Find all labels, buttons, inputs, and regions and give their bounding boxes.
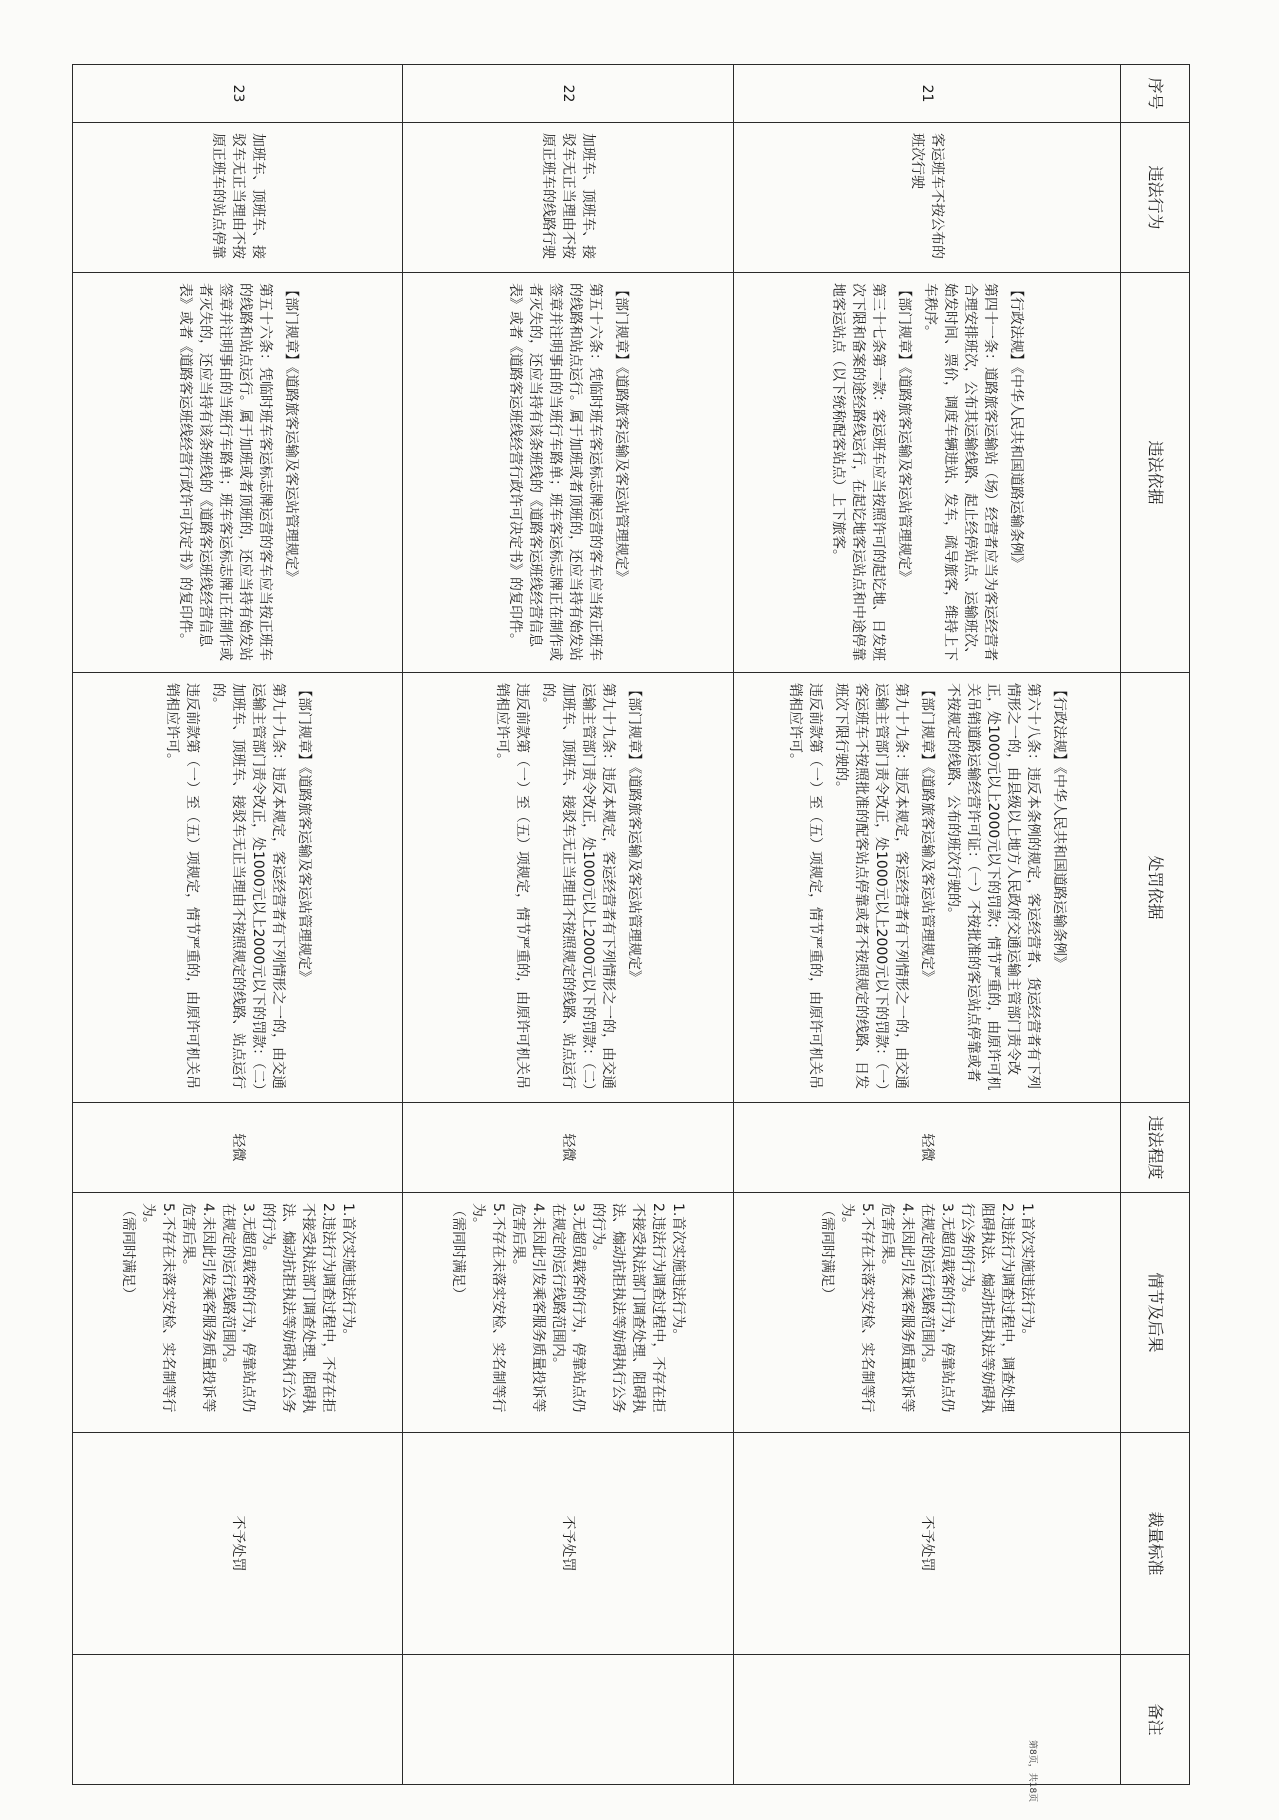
behavior-cell: 客运班车不按公布的班次行驶 [733, 123, 1120, 273]
circumstance-line: 5.不存在未落实安检、实名制等行为。 [838, 1203, 875, 1413]
behavior-cell: 加班车、顶班车、接驳车无正当理由不按原正班车的线路行驶 [403, 123, 733, 273]
circumstance-line: 3.无超员载客的行为，停靠站点仍在规定的运行线路范围内。 [918, 1203, 955, 1413]
seq-cell: 23 [73, 65, 403, 123]
degree-cell: 轻微 [403, 1103, 733, 1193]
circumstance-line: 2.违法行为调查过程中，调查处理阻碍执法、煽动抗拒执法等妨碍执行公务的行为。 [958, 1203, 1015, 1413]
basis-line: 第五十六条：凭临时班车客运标志牌运营的客车应当按正班车的线路和站点运行。属于加班或者顶班的，还应当持有始发站签章并注明事由的当班行车路单；班车客运标志牌正在制作或者灭失的，还应当持有该条班线的《道路客运班线经营信息表》或者《道路客运班线经营行政许可决定书》的复印件。 [507, 283, 604, 661]
circumstance-line: 2.违法行为调查过程中，不存在拒不接受执法部门调查处理、阻碍执法、煽动抗拒执法等妨碍执行公务的行为。 [590, 1203, 667, 1413]
behavior-cell: 加班车、顶班车、接驳车无正当理由不按原正班车的站点停靠 [73, 123, 403, 273]
penalty-line: 违反前款第（一）至（五）项规定，情节严重的，由原许可机关吊销相应许可。 [786, 683, 823, 1089]
table-header-row [1121, 65, 1190, 1785]
circumstance-line: 1.首次实施违法行为。 [670, 1203, 687, 1343]
circumstance-cell [733, 1193, 1120, 1433]
circumstance-cell [403, 1193, 733, 1433]
penalty-line: 【部门规章】《道路旅客运输及客运站管理规定》 [918, 683, 935, 984]
basis-line: 第五十六条：凭临时班车客运标志牌运营的客车应当按正班车的线路和站点运行。属于加班或者顶班的，还应当持有始发站签章并注明事由的当班行车路单；班车客运标志牌正在制作或者灭失的，还应当持有该条班线的《道路客运班线经营信息表》或者《道路客运班线经营行政许可决定书》的复印件。 [176, 283, 273, 661]
rotated-document-page [72, 64, 1190, 1784]
circumstance-line: 2.违法行为调查过程中，不存在拒不接受执法部门调查处理、阻碍执法、煽动抗拒执法等妨碍执行公务的行为。 [259, 1203, 336, 1413]
page-footer: 第8页，共18页 [1027, 1740, 1037, 1803]
circumstance-cell [73, 1193, 403, 1433]
penalty-discretion-table [72, 64, 1190, 1785]
basis-line: 【部门规章】《道路旅客运输及客运站管理规定》 [895, 283, 912, 584]
basis-line: 第三十七条第一款：客运班车应当按照许可的起讫地、日发班次下限和备案的途经路线运行，在起讫地客运站点和中途停靠地客运站点（以下统称配客站点）上下旅客。 [829, 283, 886, 661]
basis-cell [403, 273, 733, 673]
basis-line: 【部门规章】《道路旅客运输及客运站管理规定》 [282, 283, 299, 584]
penalty-line: 第九十九条：违反本规定，客运经营者有下列情形之一的，由交通运输主管部门责令改正，处1000元以上2000元以下的罚款：（二）加班车、顶班车、接驳车无正当理由不按照规定的线路、站点运行的。 [540, 683, 617, 1091]
standard-cell: 不予处罚 [73, 1433, 403, 1655]
circumstance-line: 1.首次实施违法行为。 [339, 1203, 356, 1343]
remark-cell [73, 1655, 403, 1785]
header-seq: 序号 [1121, 65, 1190, 123]
header-basis: 违法依据 [1121, 273, 1190, 673]
remark-cell [733, 1655, 1120, 1785]
penalty-line: 【行政法规】《中华人民共和国道路运输条例》 [1050, 683, 1067, 970]
standard-cell: 不予处罚 [733, 1433, 1120, 1655]
penalty-basis-cell [403, 673, 733, 1103]
penalty-line: 违反前款第（一）至（五）项规定，情节严重的，由原许可机关吊销相应许可。 [494, 683, 531, 1089]
penalty-line: 第九十九条：违反本规定，客运经营者有下列情形之一的，由交通运输主管部门责令改正，处1000元以上2000元以下的罚款：（二）加班车、顶班车、接驳车无正当理由不按照规定的线路、站点运行的。 [209, 683, 286, 1091]
degree-cell: 轻微 [73, 1103, 403, 1193]
circumstance-line: 5.不存在未落实安检、实名制等行为。 [139, 1203, 176, 1413]
header-degree: 违法程度 [1121, 1103, 1190, 1193]
penalty-basis-cell [733, 673, 1120, 1103]
remark-cell [403, 1655, 733, 1785]
header-remark: 备注 [1121, 1655, 1190, 1785]
table-row [403, 65, 733, 1785]
circumstance-line: （需同时满足） [450, 1203, 467, 1301]
basis-cell [733, 273, 1120, 673]
table-row [733, 65, 1120, 1785]
circumstance-line: 4.未因此引发乘客服务质量投诉等危害后果。 [179, 1203, 216, 1413]
header-behavior: 违法行为 [1121, 123, 1190, 273]
penalty-line: 违反前款第（一）至（五）项规定，情节严重的，由原许可机关吊销相应许可。 [163, 683, 200, 1089]
seq-cell: 22 [403, 65, 733, 123]
circumstance-line: 4.未因此引发乘客服务质量投诉等危害后果。 [878, 1203, 915, 1413]
circumstance-line: 1.首次实施违法行为。 [1018, 1203, 1035, 1343]
penalty-line: 【部门规章】《道路旅客运输及客运站管理规定》 [626, 683, 643, 984]
penalty-basis-cell [73, 673, 403, 1103]
circumstance-line: 3.无超员载客的行为，停靠站点仍在规定的运行线路范围内。 [550, 1203, 587, 1413]
circumstance-line: 4.未因此引发乘客服务质量投诉等危害后果。 [510, 1203, 547, 1413]
penalty-line: 第六十八条：违反本条例的规定，客运经营者、货运经营者有下列情形之一的，由县级以上地方人民政府交通运输主管部门责令改正，处1000元以上2000元以下的罚款；情节严重的，由原许可机关吊销道路运输经营许可证：（一）不按批准的客运站点停靠或者不按规定的线路、公布的班次行驶的。 [944, 683, 1041, 1091]
table-row [73, 65, 403, 1785]
circumstance-line: （需同时满足） [818, 1203, 835, 1301]
basis-line: 【行政法规】《中华人民共和国道路运输条例》 [1007, 283, 1024, 570]
header-penalty-basis: 处罚依据 [1121, 673, 1190, 1103]
standard-cell: 不予处罚 [403, 1433, 733, 1655]
basis-line: 【部门规章】《道路旅客运输及客运站管理规定》 [613, 283, 630, 584]
penalty-line: 【部门规章】《道路旅客运输及客运站管理规定》 [295, 683, 312, 984]
basis-line: 第四十一条：道路旅客运输站（场）经营者应当为客运经营者合理安排班次，公布其运输线路、起止经停站点、运输班次、始发时间、票价，调度车辆进站、发车，疏导旅客，维持上下车秩序。 [921, 283, 998, 661]
penalty-line: 第九十九条：违反本规定，客运经营者有下列情形之一的，由交通运输主管部门责令改正，处1000元以上2000元以下的罚款：（一）客运班车不按照批准的配客站点停靠或者不按照规定的线路、日发班次下限行驶的。 [832, 683, 909, 1091]
circumstance-line: 3.无超员载客的行为，停靠站点仍在规定的运行线路范围内。 [219, 1203, 256, 1413]
header-standard: 裁量标准 [1121, 1433, 1190, 1655]
circumstance-line: （需同时满足） [119, 1203, 136, 1301]
degree-cell: 轻微 [733, 1103, 1120, 1193]
seq-cell: 21 [733, 65, 1120, 123]
header-circumstance: 情节及后果 [1121, 1193, 1190, 1433]
circumstance-line: 5.不存在未落实安检、实名制等行为。 [470, 1203, 507, 1413]
basis-cell [73, 273, 403, 673]
